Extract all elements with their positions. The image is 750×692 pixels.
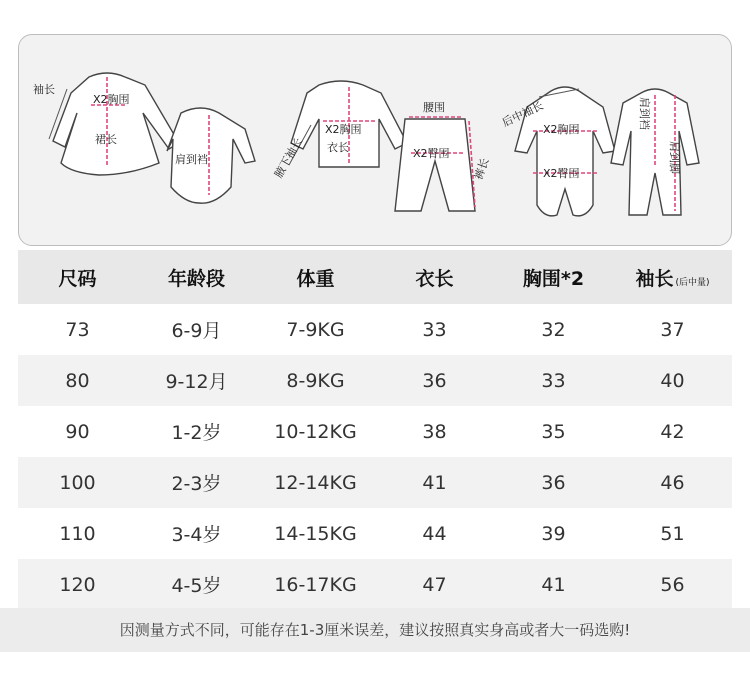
label-chest-x2-b: X2胸围 [325, 123, 362, 136]
dress-illustration [49, 73, 179, 175]
label-pants-length: 裤长 [471, 156, 492, 182]
cell-size: 73 [65, 318, 90, 341]
cell-garment-length: 36 [375, 355, 494, 406]
long-romper-illustration [611, 89, 699, 215]
cell-age: 2-3岁 [137, 457, 256, 508]
cell-chest: 36 [494, 457, 613, 508]
cell-sleeve-length: 42 [660, 420, 685, 443]
size-chart-table [18, 250, 732, 610]
label-shoulder-to-crotch-b: 肩到裆 [638, 97, 651, 130]
cell-size: 110 [59, 522, 96, 545]
cell-chest: 33 [494, 355, 613, 406]
label-garment-length: 衣长 [327, 141, 349, 154]
cell-garment-length: 41 [375, 457, 494, 508]
label-hip-x2-b: X2臀围 [543, 167, 580, 180]
table-row [18, 457, 732, 508]
cell-weight: 14-15KG [274, 522, 357, 545]
cell-size: 80 [18, 355, 137, 406]
cell-weight: 10-12KG [274, 420, 357, 443]
table-row [18, 304, 732, 355]
header-sleeve-note: (后中量) [675, 277, 710, 288]
header-garment-length: 衣长 [375, 250, 494, 304]
cell-sleeve-length: 46 [613, 457, 732, 508]
table-header-row [18, 250, 732, 304]
label-back-center-sleeve: 后中袖长 [500, 99, 546, 130]
cell-garment-length: 44 [422, 522, 447, 545]
cell-weight: 7-9KG [286, 318, 345, 341]
cell-chest: 41 [494, 559, 613, 610]
cell-garment-length: 38 [422, 420, 447, 443]
cell-size: 100 [18, 457, 137, 508]
label-chest-x2-c: X2胸围 [543, 123, 580, 136]
label-skirt-length: 裙长 [95, 133, 117, 146]
cell-chest: 35 [541, 420, 566, 443]
cell-garment-length: 47 [375, 559, 494, 610]
label-sleeve-length: 袖长 [33, 83, 55, 96]
cell-age: 3-4岁 [171, 524, 222, 546]
header-chest: 胸围*2 [494, 250, 613, 304]
label-waist: 腰围 [423, 101, 445, 114]
label-chest-x2-a: X2胸围 [93, 93, 130, 106]
size-diagram-panel [18, 34, 732, 246]
pants-illustration [395, 117, 475, 211]
table-row [18, 406, 732, 457]
cell-garment-length: 33 [422, 318, 447, 341]
cell-chest: 39 [541, 522, 566, 545]
label-underarm-sleeve: 腋下袖长 [272, 135, 306, 181]
cell-size: 120 [18, 559, 137, 610]
label-shoulder-to-foot: 肩到脚 [668, 141, 681, 174]
header-age: 年龄段 [137, 250, 256, 304]
cell-chest: 32 [541, 318, 566, 341]
table-row [18, 508, 732, 559]
cell-age: 4-5岁 [137, 559, 256, 610]
header-sleeve-length: 袖长 (后中量) [613, 250, 732, 304]
garment-measurement-illustration [19, 35, 733, 247]
label-shoulder-to-crotch-a: 肩到裆 [175, 153, 208, 166]
cell-sleeve-length: 56 [613, 559, 732, 610]
cell-weight: 8-9KG [256, 355, 375, 406]
cell-sleeve-length: 51 [660, 522, 685, 545]
cell-sleeve-length: 40 [613, 355, 732, 406]
cell-weight: 12-14KG [256, 457, 375, 508]
header-size: 尺码 [18, 250, 137, 304]
header-weight: 体重 [256, 250, 375, 304]
label-hip-x2-a: X2臀围 [413, 147, 450, 160]
cell-age: 1-2岁 [171, 422, 222, 444]
table-row [18, 355, 732, 406]
cell-weight: 16-17KG [256, 559, 375, 610]
table-row [18, 559, 732, 610]
cell-sleeve-length: 37 [660, 318, 685, 341]
cell-size: 90 [65, 420, 90, 443]
cell-age: 6-9月 [171, 320, 222, 342]
cell-age: 9-12月 [137, 355, 256, 406]
measurement-disclaimer: 因测量方式不同，可能存在1-3厘米误差，建议按照真实身高或者大一码选购! [0, 608, 750, 652]
